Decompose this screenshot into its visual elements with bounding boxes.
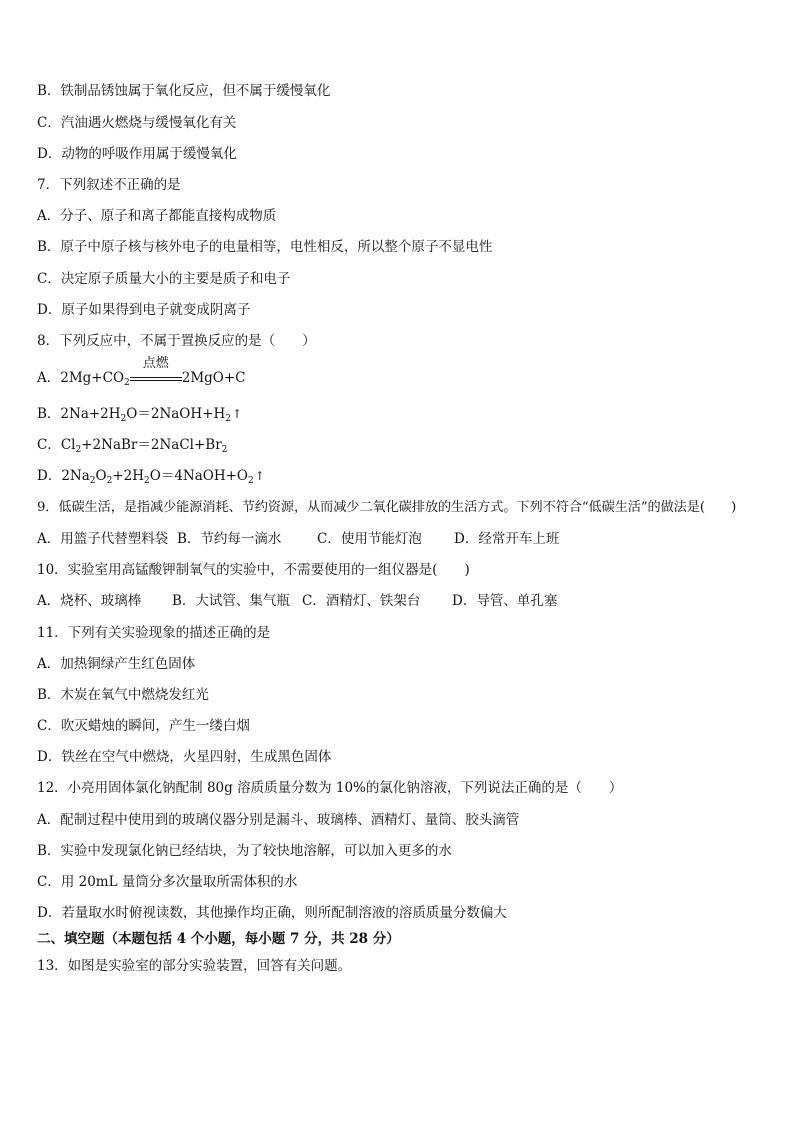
section-heading: 二、填空题（本题包括 4 个小题，每小题 7 分，共 28 分） — [37, 931, 400, 947]
q8-b-part2: O＝2NaOH+H — [126, 406, 226, 422]
q8-d-part4: O＝4NaOH+O — [149, 468, 248, 484]
q12-option-b: B．实验中发现氯化钠已经结块，为了较快地溶解，可以加入更多的水 — [37, 843, 452, 859]
q11-option-a: A．加热铜绿产生红色固体 — [37, 656, 196, 672]
q8-c-part2: +2NaBr＝2NaCl+Br — [81, 437, 222, 453]
q8-c-part1: Cl — [60, 437, 76, 453]
q11-option-d: D．铁丝在空气中燃烧，火星四射，生成黑色固体 — [37, 749, 332, 765]
q8-c-prefix: C． — [37, 437, 61, 453]
q11-option-c: C．吹灭蜡烛的瞬间，产生一缕白烟 — [37, 718, 250, 734]
q6-option-b: B．铁制品锈蚀属于氧化反应，但不属于缓慢氧化 — [37, 83, 331, 99]
q8-d-prefix: D． — [37, 468, 62, 484]
q8-c-sub2: 2 — [221, 445, 228, 455]
q8-d-part3: +2H — [112, 468, 145, 484]
q8-b-prefix: B． — [37, 406, 61, 422]
q9-option-c: C．使用节能灯泡 — [317, 531, 422, 547]
q10-stem: 10．实验室用高锰酸钾制氧气的实验中，不需要使用的一组仪器是( ) — [37, 562, 470, 578]
q8-d-part2: O — [95, 468, 107, 484]
q10-option-c: C．酒精灯、铁架台 — [302, 593, 421, 609]
q12-option-c: C．用 20mL 量筒分多次量取所需体积的水 — [37, 874, 298, 890]
q7-option-d: D．原子如果得到电子就变成阴离子 — [37, 302, 251, 318]
reaction-condition — [130, 355, 182, 388]
q8-c-sub1: 2 — [75, 445, 82, 455]
q12-option-d: D．若量取水时俯视读数，其他操作均正确，则所配制溶液的溶质质量分数偏大 — [37, 905, 507, 921]
q9-option-d: D．经常开车上班 — [454, 531, 560, 547]
condition-label: 点燃 — [142, 355, 169, 371]
q8-a-right: 2MgO+C — [181, 370, 246, 386]
q8-d-part1: 2Na — [61, 468, 90, 484]
q8-a-prefix: A． — [37, 370, 61, 386]
q7-option-a: A．分子、原子和离子都能直接构成物质 — [37, 208, 277, 224]
q7-option-c: C．决定原子质量大小的主要是质子和电子 — [37, 271, 291, 287]
q12-stem: 12．小亮用固体氯化钠配制 80g 溶质质量分数为 10%的氯化钠溶液，下列说法正确的是（ ） — [37, 780, 623, 796]
equals-line-bottom — [130, 380, 182, 381]
q10-option-a: A．烧杯、玻璃棒 — [37, 593, 142, 609]
q8-option-b — [37, 405, 242, 428]
q11-option-b: B．木炭在氧气中燃烧发红光 — [37, 687, 209, 703]
q8-option-d — [37, 467, 265, 490]
q8-b-part1: 2Na+2H — [60, 406, 121, 422]
q12-option-a: A．配制过程中使用到的玻璃仪器分别是漏斗、玻璃棒、酒精灯、量筒、胶头滴管 — [37, 812, 520, 828]
q7-stem: 7．下列叙述不正确的是 — [37, 177, 181, 193]
q8-d-sub4: 2 — [248, 476, 254, 486]
q8-d-sub1: 2 — [89, 476, 96, 486]
q8-option-a — [37, 355, 246, 392]
q8-option-c — [37, 436, 227, 459]
q8-a-left-sub: 2 — [124, 378, 130, 388]
gas-arrow-icon: ↑ — [231, 407, 243, 421]
q9-option-b: B．节约每一滴水 — [177, 531, 282, 547]
q10-options — [37, 592, 557, 610]
q9-stem: 9．低碳生活，是指减少能源消耗、节约资源，从而减少二氧化碳排放的生活方式。下列不符合“低碳生活”的做法是( ) — [37, 500, 737, 515]
q8-stem: 8．下列反应中，不属于置换反应的是（ ） — [37, 333, 316, 349]
q8-d-sub3: 2 — [144, 476, 150, 486]
gas-arrow-icon: ↑ — [254, 469, 265, 483]
q8-b-sub1: 2 — [120, 414, 127, 424]
q11-stem: 11．下列有关实验现象的描述正确的是 — [37, 625, 271, 641]
q8-b-sub2: 2 — [225, 414, 231, 424]
q9-option-a: A．用篮子代替塑料袋 — [37, 531, 169, 547]
q10-option-d: D．导管、单孔塞 — [452, 593, 558, 609]
q8-d-sub2: 2 — [106, 476, 113, 486]
q9-options — [37, 530, 559, 548]
q10-option-b: B．大试管、集气瓶 — [172, 593, 290, 609]
q7-option-b: B．原子中原子核与核外电子的电量相等，电性相反，所以整个原子不显电性 — [37, 239, 493, 255]
q6-option-c: C．汽油遇火燃烧与缓慢氧化有关 — [37, 115, 237, 131]
q6-option-d: D．动物的呼吸作用属于缓慢氧化 — [37, 146, 237, 162]
equals-line-top — [130, 377, 182, 378]
q13-stem: 13．如图是实验室的部分实验装置，回答有关问题。 — [37, 958, 352, 974]
q8-a-left: 2Mg+CO — [60, 370, 125, 386]
